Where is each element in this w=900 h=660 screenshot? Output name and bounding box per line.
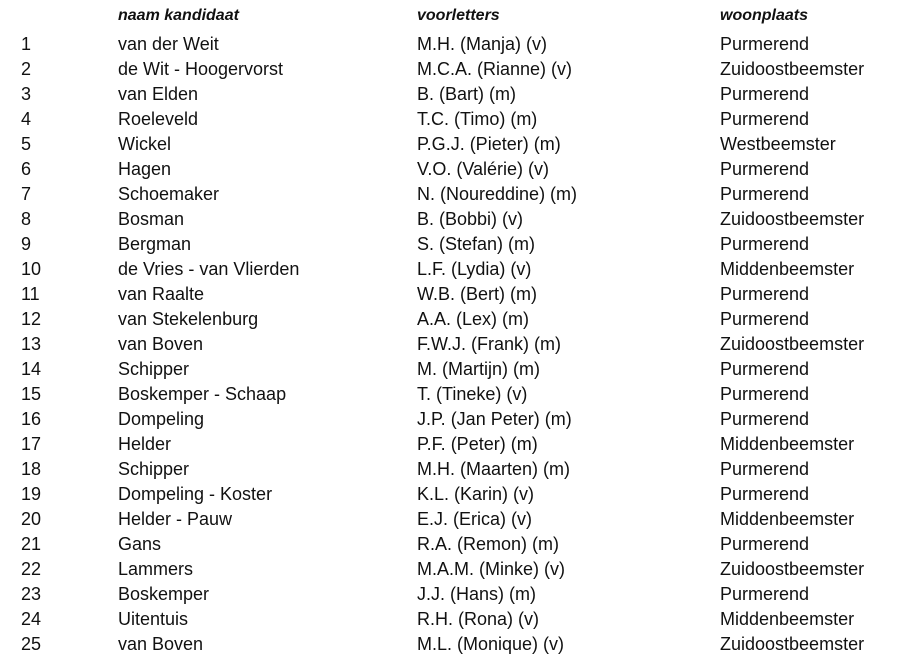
- table-header: [0, 4, 900, 28]
- candidate-name: de Vries - van Vlierden: [118, 259, 300, 279]
- candidate-place: Purmerend: [720, 484, 810, 504]
- candidate-place: Middenbeemster: [720, 509, 855, 529]
- candidate-name: van Boven: [118, 334, 204, 354]
- candidate-initials: M. (Martijn) (m): [417, 359, 540, 379]
- table-row: [0, 207, 900, 232]
- candidate-name: de Wit - Hoogervorst: [118, 59, 284, 79]
- candidate-initials: A.A. (Lex) (m): [417, 309, 530, 329]
- candidate-number: 12: [21, 309, 42, 329]
- candidate-place: Zuidoostbeemster: [720, 59, 865, 79]
- candidate-number: 10: [21, 259, 42, 279]
- candidate-name: Schipper: [118, 359, 190, 379]
- candidate-place: Middenbeemster: [720, 434, 855, 454]
- candidate-number: 20: [21, 509, 42, 529]
- candidate-initials: B. (Bobbi) (v): [417, 209, 524, 229]
- candidate-place: Purmerend: [720, 184, 810, 204]
- candidate-number: 16: [21, 409, 42, 429]
- candidate-place: Purmerend: [720, 384, 810, 404]
- candidate-place: Purmerend: [720, 284, 810, 304]
- candidate-initials: T. (Tineke) (v): [417, 384, 528, 404]
- candidate-number: 4: [21, 109, 32, 129]
- candidate-place: Westbeemster: [720, 134, 836, 154]
- candidate-initials: M.H. (Maarten) (m): [417, 459, 570, 479]
- candidate-place: Purmerend: [720, 584, 810, 604]
- table-row: [0, 457, 900, 482]
- candidate-number: 24: [21, 609, 42, 629]
- candidate-place: Purmerend: [720, 409, 810, 429]
- candidate-initials: M.H. (Manja) (v): [417, 34, 547, 54]
- table-row: [0, 532, 900, 557]
- candidate-number: 2: [21, 59, 32, 79]
- candidate-number: 9: [21, 234, 32, 254]
- candidate-place: Purmerend: [720, 84, 810, 104]
- candidate-name: Schoemaker: [118, 184, 220, 204]
- candidate-name: Dompeling: [118, 409, 205, 429]
- candidate-place: Purmerend: [720, 34, 810, 54]
- candidate-initials: M.C.A. (Rianne) (v): [417, 59, 573, 79]
- candidate-place: Purmerend: [720, 359, 810, 379]
- candidate-name: van Boven: [118, 634, 204, 654]
- table-row: [0, 32, 900, 57]
- candidate-number: 17: [21, 434, 42, 454]
- candidate-name: Wickel: [118, 134, 171, 154]
- table-row: [0, 357, 900, 382]
- table-row: [0, 307, 900, 332]
- candidate-place: Purmerend: [720, 309, 810, 329]
- candidate-place: Zuidoostbeemster: [720, 634, 865, 654]
- candidate-place: Purmerend: [720, 534, 810, 554]
- table-row: [0, 332, 900, 357]
- header-name: naam kandidaat: [118, 7, 239, 24]
- table-row: [0, 582, 900, 607]
- candidate-initials: T.C. (Timo) (m): [417, 109, 538, 129]
- candidate-name: Lammers: [118, 559, 194, 579]
- candidate-number: 15: [21, 384, 42, 404]
- candidate-initials: N. (Noureddine) (m): [417, 184, 578, 204]
- candidate-place: Middenbeemster: [720, 609, 855, 629]
- candidate-number: 3: [21, 84, 32, 104]
- candidate-place: Zuidoostbeemster: [720, 559, 865, 579]
- table-row: [0, 557, 900, 582]
- table-row: [0, 407, 900, 432]
- candidate-number: 13: [21, 334, 42, 354]
- candidate-name: Boskemper - Schaap: [118, 384, 287, 404]
- candidate-initials: V.O. (Valérie) (v): [417, 159, 550, 179]
- candidate-initials: M.L. (Monique) (v): [417, 634, 565, 654]
- candidate-initials: J.P. (Jan Peter) (m): [417, 409, 572, 429]
- candidate-number: 11: [21, 284, 40, 304]
- candidate-initials: E.J. (Erica) (v): [417, 509, 532, 529]
- candidate-number: 23: [21, 584, 42, 604]
- table-row: [0, 607, 900, 632]
- candidate-name: Helder: [118, 434, 172, 454]
- candidate-name: van der Weit: [118, 34, 219, 54]
- candidate-name: Dompeling - Koster: [118, 484, 273, 504]
- candidate-initials: W.B. (Bert) (m): [417, 284, 537, 304]
- candidate-initials: P.G.J. (Pieter) (m): [417, 134, 561, 154]
- candidate-name: Bergman: [118, 234, 192, 254]
- candidate-number: 18: [21, 459, 42, 479]
- candidate-number: 14: [21, 359, 42, 379]
- candidate-initials: R.H. (Rona) (v): [417, 609, 540, 629]
- candidate-name: Uitentuis: [118, 609, 189, 629]
- table-row: [0, 507, 900, 532]
- candidate-name: Gans: [118, 534, 162, 554]
- candidate-initials: J.J. (Hans) (m): [417, 584, 536, 604]
- candidate-name: Roeleveld: [118, 109, 199, 129]
- candidate-initials: P.F. (Peter) (m): [417, 434, 538, 454]
- candidate-name: van Raalte: [118, 284, 205, 304]
- candidate-name: Bosman: [118, 209, 185, 229]
- header-initials: voorletters: [417, 7, 500, 24]
- candidate-name: van Elden: [118, 84, 199, 104]
- candidate-initials: S. (Stefan) (m): [417, 234, 536, 254]
- candidate-initials: L.F. (Lydia) (v): [417, 259, 532, 279]
- table-row: [0, 107, 900, 132]
- candidate-place: Purmerend: [720, 109, 810, 129]
- candidate-name: Schipper: [118, 459, 190, 479]
- table-row: [0, 132, 900, 157]
- candidate-name: Boskemper: [118, 584, 210, 604]
- candidate-initials: R.A. (Remon) (m): [417, 534, 560, 554]
- table-row: [0, 182, 900, 207]
- table-row: [0, 632, 900, 657]
- candidate-place: Purmerend: [720, 234, 810, 254]
- candidate-number: 8: [21, 209, 32, 229]
- candidate-place: Zuidoostbeemster: [720, 334, 865, 354]
- candidate-initials: F.W.J. (Frank) (m): [417, 334, 561, 354]
- table-row: [0, 82, 900, 107]
- candidate-initials: K.L. (Karin) (v): [417, 484, 535, 504]
- table-row: [0, 482, 900, 507]
- candidate-name: Helder - Pauw: [118, 509, 233, 529]
- candidate-name: Hagen: [118, 159, 172, 179]
- candidate-number: 5: [21, 134, 32, 154]
- table-row: [0, 282, 900, 307]
- candidate-initials: B. (Bart) (m): [417, 84, 516, 104]
- candidate-number: 21: [21, 534, 42, 554]
- candidate-name: van Stekelenburg: [118, 309, 259, 329]
- candidate-number: 6: [21, 159, 32, 179]
- candidate-place: Zuidoostbeemster: [720, 209, 865, 229]
- candidate-place: Purmerend: [720, 159, 810, 179]
- header-place: woonplaats: [720, 7, 809, 24]
- candidate-place: Purmerend: [720, 459, 810, 479]
- candidate-place: Middenbeemster: [720, 259, 855, 279]
- table-row: [0, 432, 900, 457]
- candidate-number: 22: [21, 559, 42, 579]
- table-row: [0, 382, 900, 407]
- candidate-number: 19: [21, 484, 42, 504]
- candidate-number: 25: [21, 634, 42, 654]
- table-row: [0, 57, 900, 82]
- table-row: [0, 232, 900, 257]
- candidate-initials: M.A.M. (Minke) (v): [417, 559, 565, 579]
- candidate-number: 1: [21, 34, 32, 54]
- candidate-number: 7: [21, 184, 32, 204]
- table-row: [0, 157, 900, 182]
- table-row: [0, 257, 900, 282]
- candidate-rows: [0, 32, 900, 657]
